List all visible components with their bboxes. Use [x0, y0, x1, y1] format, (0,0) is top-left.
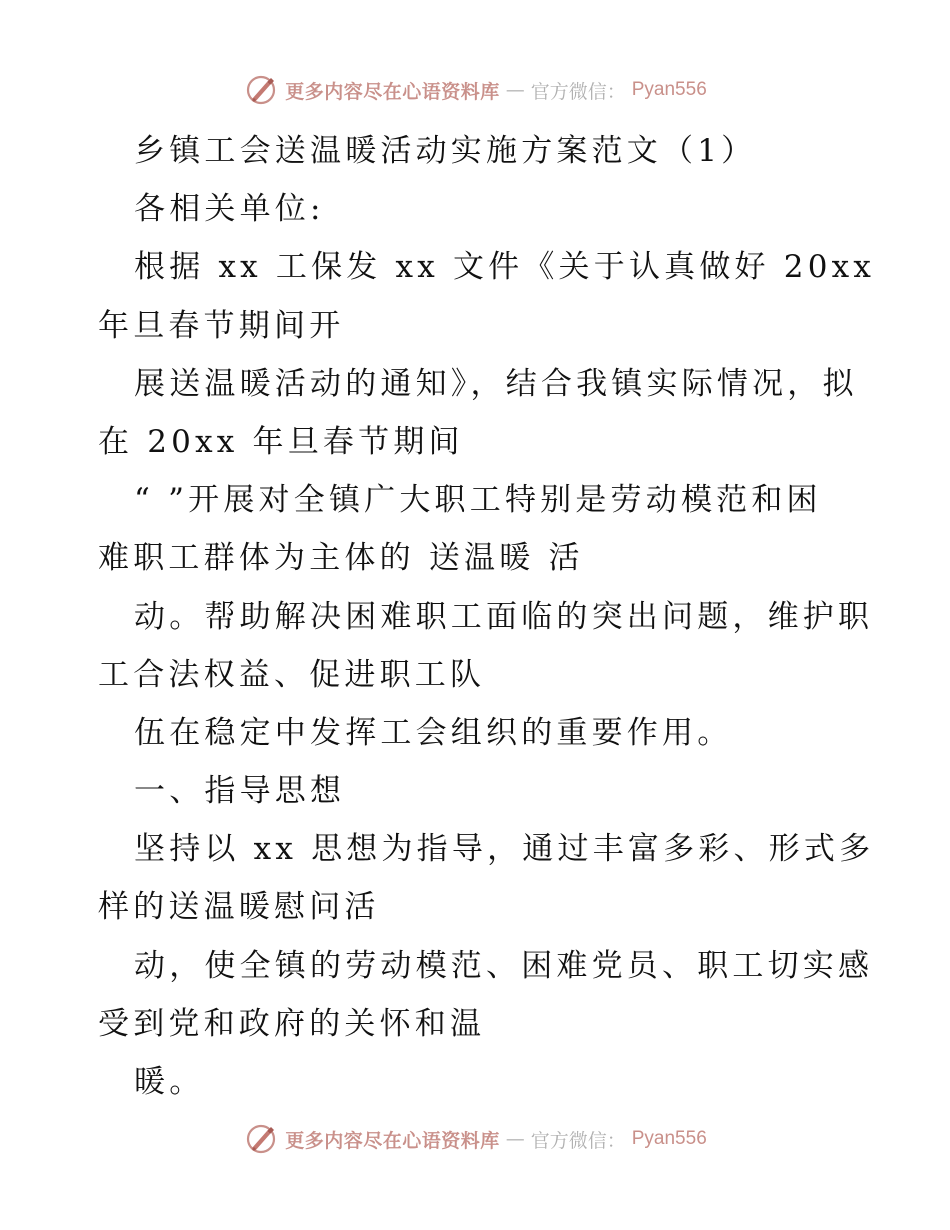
paragraph-line: 展送温暖活动的通知》，结合我镇实际情况，拟: [134, 365, 858, 402]
watermark-wechat-label: 官方微信：: [530, 1129, 626, 1152]
pen-logo-icon: [243, 72, 279, 108]
section-heading: 一、指导思想: [134, 773, 346, 810]
paragraph-line: 样的送温暖慰问活: [98, 889, 380, 926]
paragraph-line: 难职工群体为主体的 送温暖 活: [98, 540, 584, 577]
salutation-line: 各相关单位:: [134, 191, 325, 228]
paragraph-line: 伍在稳定中发挥工会组织的重要作用。: [134, 714, 733, 751]
paragraph-line: 动。帮助解决困难职工面临的突出问题，维护职: [134, 598, 874, 635]
watermark-wechat-id: Pyan556: [631, 79, 707, 100]
watermark-separator: —: [505, 1128, 525, 1150]
paragraph-line: 坚持以 xx 思想为指导，通过丰富多彩、形式多: [134, 831, 875, 868]
paragraph-line: “ ”开展对全镇广大职工特别是劳动模范和困: [134, 482, 822, 519]
header-watermark: [0, 72, 950, 108]
document-body: [98, 122, 876, 1111]
watermark-main-text: 更多内容尽在心语资料库: [285, 1129, 500, 1152]
paragraph-line: 暖。: [134, 1064, 205, 1100]
paragraph-line: 工合法权益、促进职工队: [98, 656, 486, 693]
paragraph-line: 根据 xx 工保发 xx 文件《关于认真做好 20xx: [134, 249, 876, 286]
watermark-wechat-id: Pyan556: [631, 1128, 707, 1149]
paragraph-line: 受到党和政府的关怀和温: [98, 1005, 486, 1042]
document-title: 乡镇工会送温暖活动实施方案范文（1）: [134, 133, 757, 169]
watermark-main-text: 更多内容尽在心语资料库: [285, 80, 500, 103]
footer-watermark: [0, 1121, 950, 1157]
paragraph-line: 年旦春节期间开: [98, 307, 345, 344]
paragraph-line: 动，使全镇的劳动模范、困难党员、职工切实感: [134, 947, 874, 984]
watermark-wechat-label: 官方微信：: [530, 80, 626, 103]
pen-logo-icon: [243, 1121, 279, 1157]
watermark-separator: —: [505, 79, 525, 101]
paragraph-line: 在 20xx 年旦春节期间: [98, 423, 464, 460]
